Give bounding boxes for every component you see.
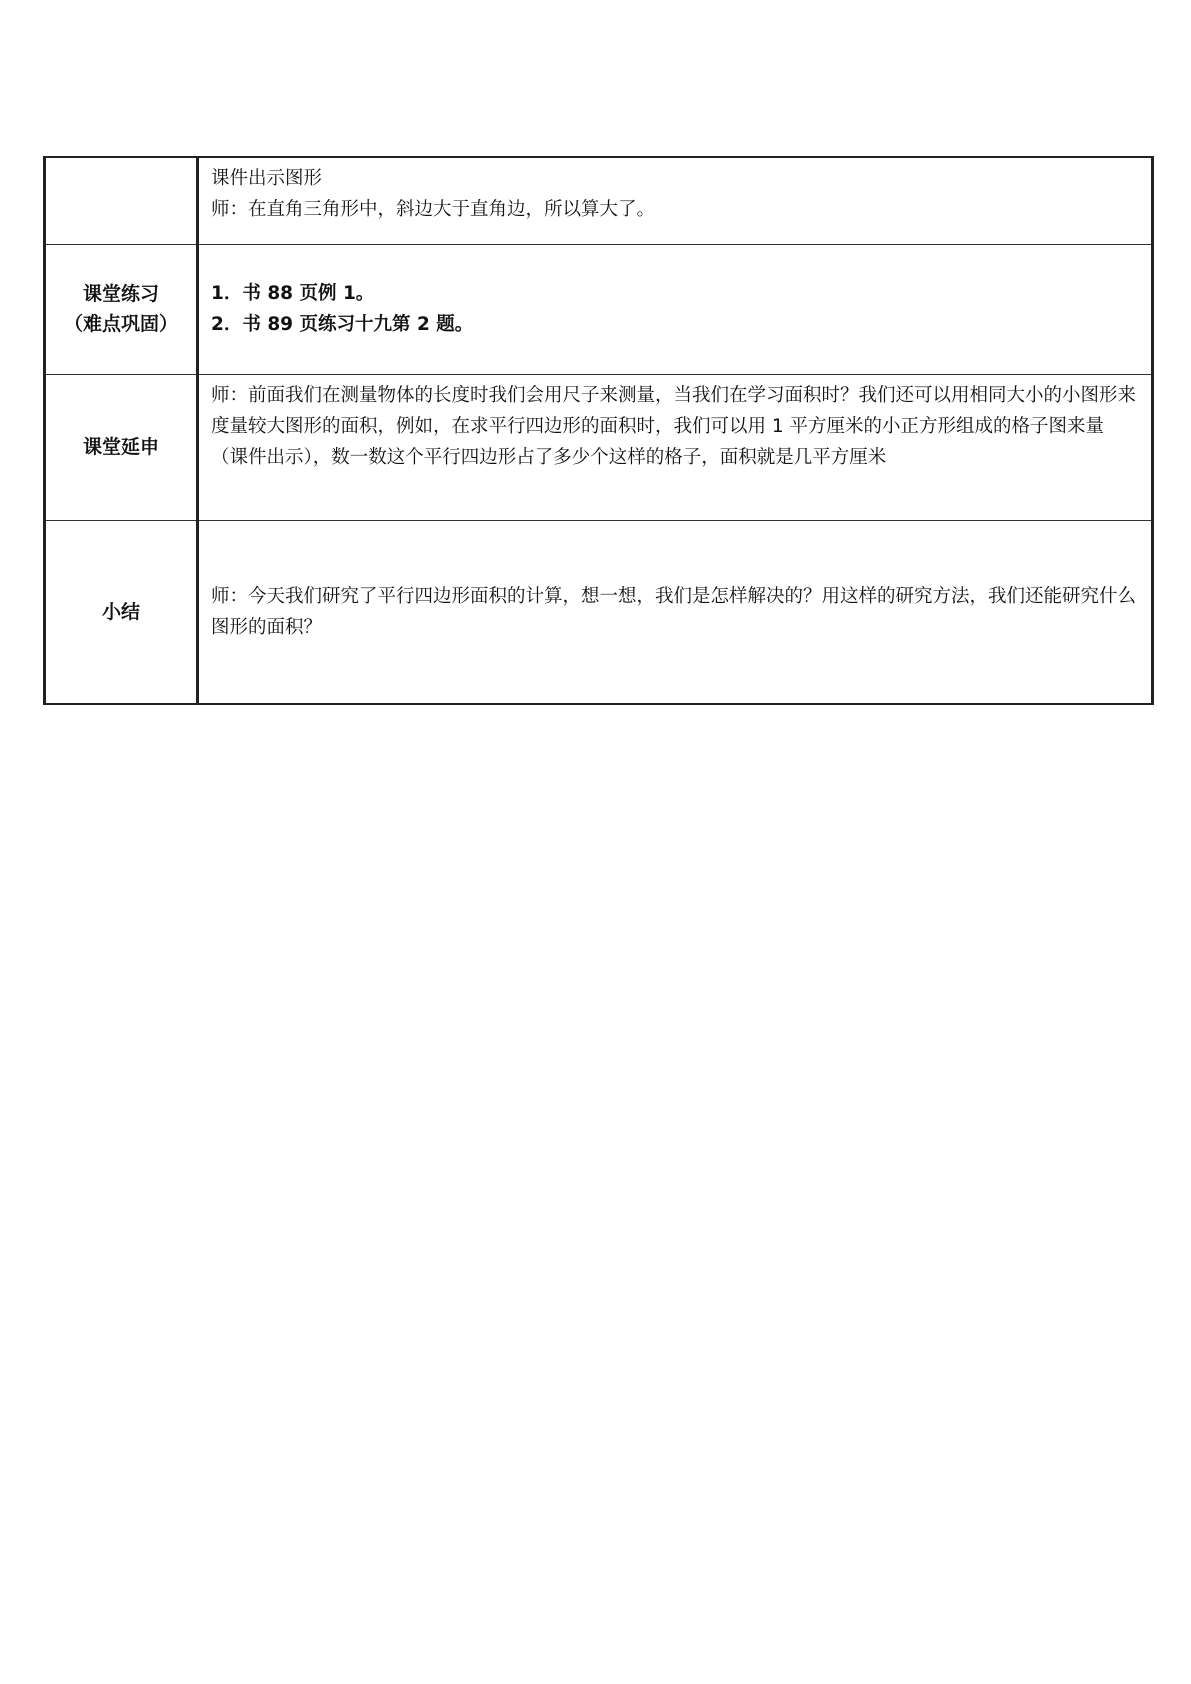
table-row — [45, 520, 1153, 704]
row-content — [198, 374, 1153, 520]
row-content — [198, 157, 1153, 244]
row-label-summary: 小结 — [45, 520, 198, 704]
content-line: 师：在直角三角形中，斜边大于直角边，所以算大了。 — [211, 199, 656, 220]
label-line: 课堂练习 — [82, 283, 159, 305]
row-content — [198, 244, 1153, 374]
row-label-extension: 课堂延申 — [45, 374, 198, 520]
row-content — [198, 520, 1153, 704]
table-row — [45, 374, 1153, 520]
lesson-plan-table — [43, 156, 1154, 705]
summary-text: 师：今天我们研究了平行四边形面积的计算，想一想，我们是怎样解决的？用这样的研究方法，我们还能研究什么图形的面积？ — [211, 585, 1137, 638]
row-label-practice — [45, 244, 198, 374]
row-label-empty — [45, 157, 198, 244]
content-line: 课件出示图形 — [211, 168, 323, 189]
label-line: （难点巩固） — [63, 313, 178, 335]
table-row — [45, 244, 1153, 374]
exercise-item: 2．书 89 页练习十九第 2 题。 — [211, 314, 474, 335]
extension-text: 师：前面我们在测量物体的长度时我们会用尺子来测量，当我们在学习面积时？我们还可以用相同大小的小图形来度量较大图形的面积，例如，在求平行四边形的面积时，我们可以用 1 平方厘米的小正方形组成的格子图来量（课件出示），数一数这个平行四边形占了多少个这样的格子，面积就是几平方厘米 — [211, 384, 1137, 468]
exercise-item: 1．书 88 页例 1。 — [211, 283, 375, 304]
table-row — [45, 157, 1153, 244]
